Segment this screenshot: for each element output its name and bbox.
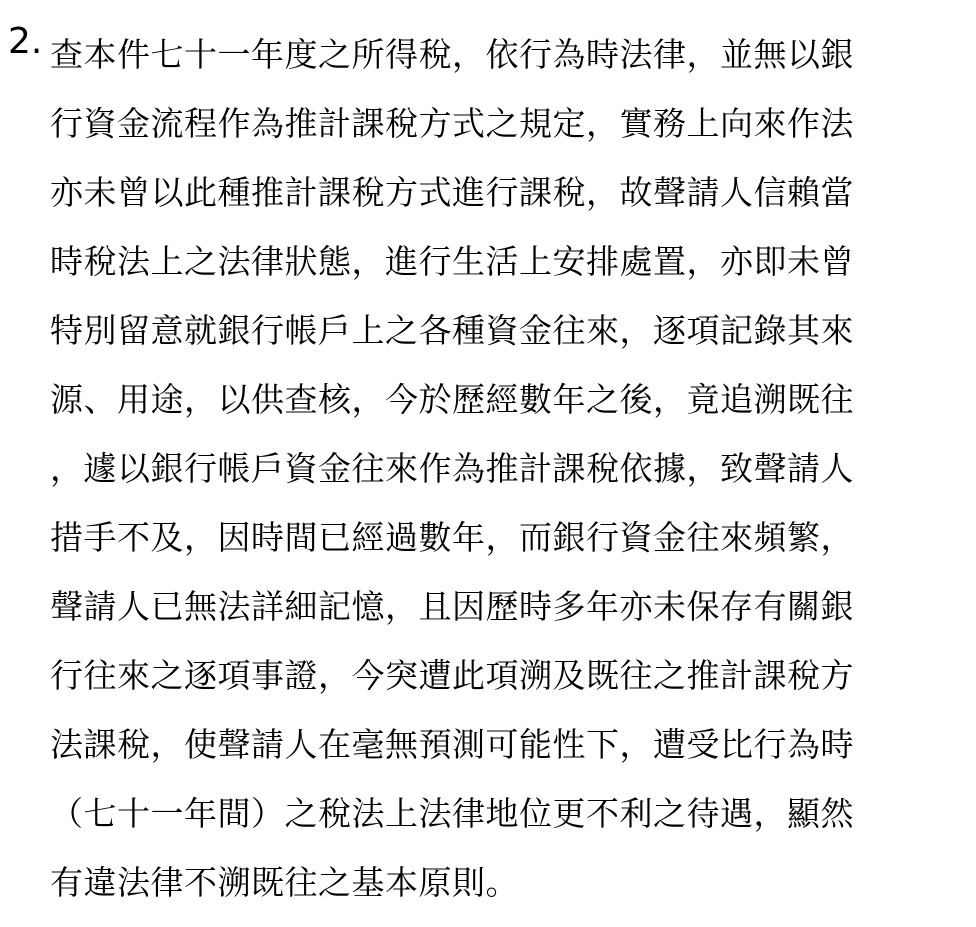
text-line: 查本件七十一年度之所得稅，依行為時法律，並無以銀 bbox=[50, 35, 854, 74]
text-line: 行資金流程作為推計課稅方式之規定，實務上向來作法 bbox=[50, 104, 854, 143]
text-line: 源、用途，以供查核，今於歷經數年之後，竟追溯既往 bbox=[50, 380, 854, 419]
text-line: 聲請人已無法詳細記憶，且因歷時多年亦未保存有關銀 bbox=[50, 587, 854, 626]
text-line: 特別留意就銀行帳戶上之各種資金往來，逐項記錄其來 bbox=[50, 311, 854, 350]
text-line: 措手不及，因時間已經過數年，而銀行資金往來頻繁， bbox=[50, 518, 854, 557]
paragraph-text bbox=[50, 20, 950, 917]
text-line: 行往來之逐項事證，今突遭此項溯及既往之推計課稅方 bbox=[50, 656, 854, 695]
text-line: （七十一年間）之稅法上法律地位更不利之待遇，顯然 bbox=[50, 794, 854, 833]
text-line: 法課稅，使聲請人在毫無預測可能性下，遭受比行為時 bbox=[50, 725, 854, 764]
item-number: 2. bbox=[8, 21, 43, 62]
text-line: 有違法律不溯既往之基本原則。 bbox=[50, 863, 519, 902]
text-line: 亦未曾以此種推計課稅方式進行課稅，故聲請人信賴當 bbox=[50, 173, 854, 212]
text-line: ，遽以銀行帳戶資金往來作為推計課稅依據，致聲請人 bbox=[50, 449, 854, 488]
text-line: 時稅法上之法律狀態，進行生活上安排處置，亦即未曾 bbox=[50, 242, 854, 281]
